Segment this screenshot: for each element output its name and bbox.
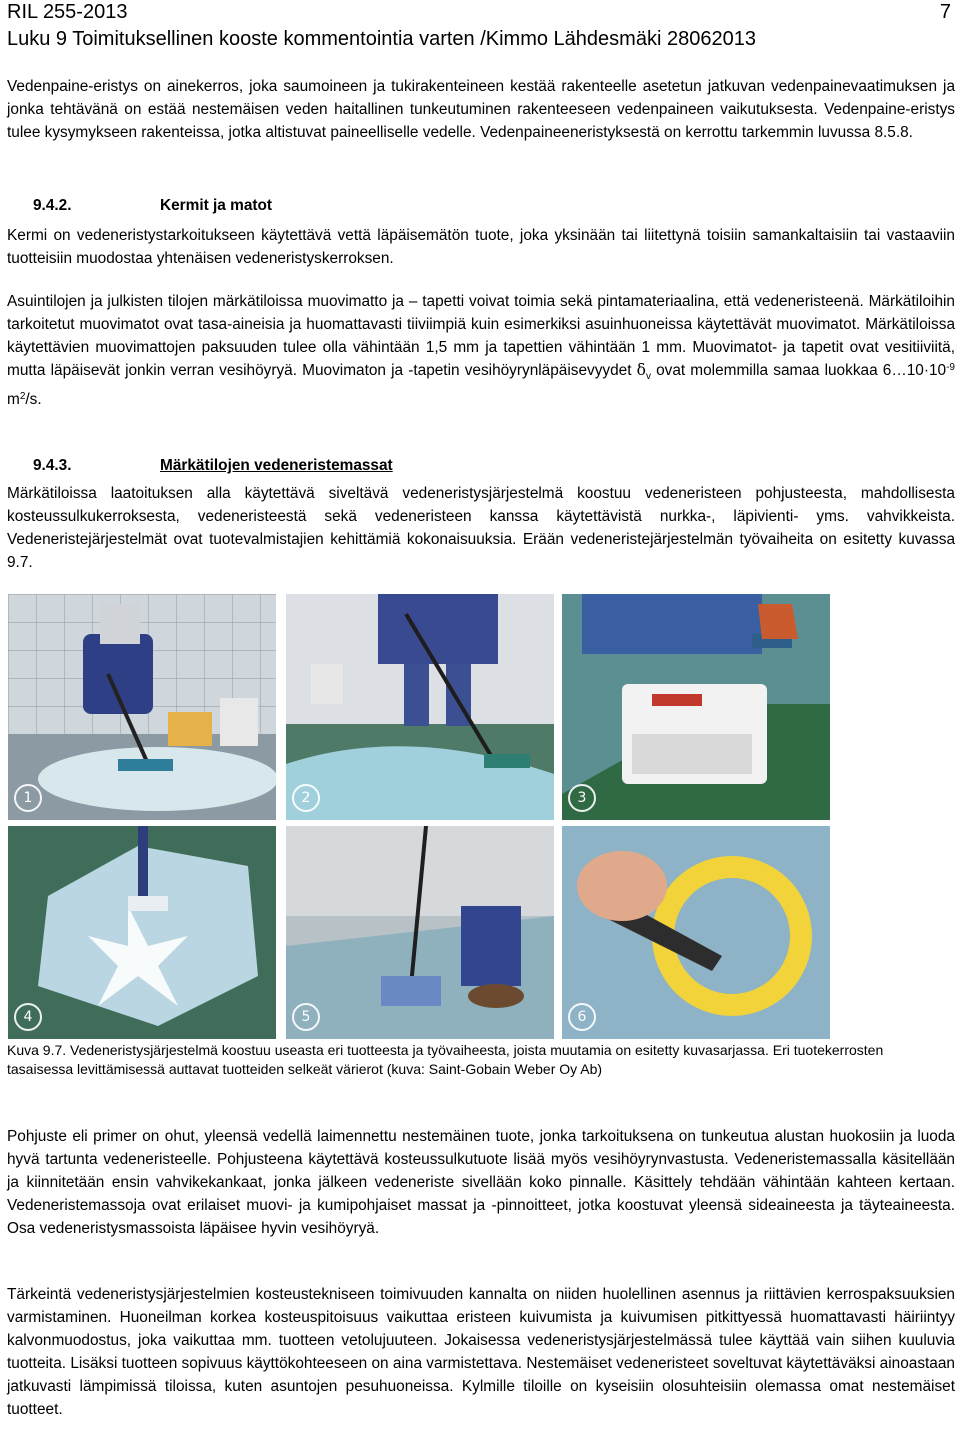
- chapter-subtitle: Luku 9 Toimituksellinen kooste kommentointia varten /Kimmo Lähdesmäki 28062013: [7, 28, 756, 50]
- section-title: Kermit ja matot: [160, 197, 273, 214]
- unit-text: m: [7, 391, 20, 409]
- document-id: RIL 255-2013: [7, 1, 128, 23]
- photo-1: [8, 594, 276, 820]
- unit-end: /s.: [25, 391, 42, 409]
- exponent-1: -9: [946, 362, 955, 373]
- photo-label: 1: [14, 784, 42, 812]
- primer-paragraph: Pohjuste eli primer on ohut, yleensä vedellä laimennettu nestemäinen tuote, jonka tarkoituksena on tunkeutua alustan huokosiin ja luoda hyvä tartunta vedeneristeelle. Pohjusteena käytettävä kosteussulkutuote lisää myös vesihöyrynvastusta. Vedeneristemassalla käsitellään ja kiinnitetään ensin vahvikekankaat, jonka jälkeen vedeneriste sivellään koko pinnalle. Käsittely tehdään vähintään kahteen kertaan. Vedeneristemassoja ovat erilaiset muovi- ja kumipohjaiset massat ja -pinnoitteet, jotka koostuvat yleensä sideaineesta ja täyteaineesta. Osa vedeneristysmassoista läpäisee hyvin vesihöyryä.: [7, 1128, 955, 1237]
- photo-label: 5: [292, 1003, 320, 1031]
- matot-paragraph: [7, 290, 955, 411]
- intro-paragraph: Vedenpaine-eristys on ainekerros, joka saumoineen ja tukirakenteineen kestää rakenteelle asetetun jatkuvan vedenpainevaatimuksen ja jonka tehtävänä on estää nestemäisen veden haitallinen tunkeutuminen rakenteeseen vedenpaineen vaikutuksesta. Vedenpaine-eristys tulee kysymykseen rakenteissa, jotka altistuvat paineelliselle vedelle. Vedenpaineeneristyksestä on kerrottu tarkemmin luvussa 8.5.8.: [7, 78, 955, 141]
- section-number: 9.4.3.: [33, 457, 72, 474]
- photo-6: [562, 826, 830, 1039]
- photo-label: 2: [292, 784, 320, 812]
- massat-paragraph: Märkätiloissa laatoituksen alla käytettävä siveltävä vedeneristysjärjestelmä koostuu vedeneristeen pohjusteesta, mahdollisesta kosteussulkukerroksesta, vedeneristeestä sekä vedeneristeen kanssa käytettävistä nurkka-, läpivienti- yms. vahvikkeista. Vedeneristejärjestelmät ovat tuotevalmistajien kehittämiä kokonaisuuksia. Erään vedeneristejärjestelmän työvaiheita on esitetty kuvassa 9.7.: [7, 485, 955, 571]
- section-heading-943: [33, 454, 393, 477]
- section-heading-942: [33, 194, 273, 217]
- photo-floor-primer-roller-icon: [8, 594, 276, 820]
- photo-label: 6: [568, 1003, 596, 1031]
- delta-subscript: v: [645, 371, 651, 383]
- exponent-2: 2: [19, 391, 26, 403]
- figure-photo-grid: [8, 594, 830, 1039]
- matot-text: Asuintilojen ja julkisten tilojen märkätiloissa muovimatto ja – tapetti voivat toimia sekä pintamateriaalina, että vedeneristeenä. Märkätiloihin tarkoitetut muovimatot ovat tasa-aineisia ja huomattavasti tiiviimpiä kuin esimerkiksi asuinhuoneissa käytettävät muovimatot. Märkätiloissa käytettävien muovimattojen paksuuden tulee olla vähintään 1,5 mm ja tapettien vähintään 1 mm. Muovimatot- ja tapetit ovat vesitiiviitä, mutta läpäisevät jonkin verran vesihöyryä. Muovimaton ja -tapetin vesihöyrynläpäisevyydet: [7, 293, 955, 379]
- photo-thickness-gauge-icon: [562, 826, 830, 1039]
- figure-caption: Kuva 9.7. Vedeneristysjärjestelmä koostuu useasta eri tuotteesta ja työvaiheesta, joista muutamia on esitetty kuvasarjassa. Eri tuotekerrosten tasaisessa levittämisessä auttavat tuotteiden selkeät värierot (kuva: Saint-Gobain Weber Oy Ab): [7, 1042, 884, 1077]
- kermi-paragraph: Kermi on vedeneristystarkoitukseen käytettävä vettä läpäisemätön tuote, joka yksinään tai liitettynä toisiin samankaltaisiin tai vastaaviin tuotteisiin muodostaa yhtenäisen vedeneristyskerroksen.: [7, 227, 955, 267]
- photo-label: 3: [568, 784, 596, 812]
- photo-membrane-spread-icon: [8, 826, 276, 1039]
- photo-brush-and-bucket-icon: [562, 594, 830, 820]
- delta-symbol: δ: [636, 361, 646, 379]
- photo-4: [8, 826, 276, 1039]
- section-title: Märkätilojen vedeneristemassat: [160, 457, 393, 474]
- photo-roller-membrane-icon: [286, 826, 554, 1039]
- photo-label: 4: [14, 1003, 42, 1031]
- page-number: 7: [939, 1, 951, 23]
- installation-paragraph: Tärkeintä vedeneristysjärjestelmien kosteustekniseen toimivuuden kannalta on niiden huolellinen asennus ja riittävien kerrospaksuuksien varmistaminen. Huoneilman korkea kosteuspitoisuus vaikuttaa eristeen kuivumista ja kuivumisen pitkittyessä huomattavasti häiriintyy kalvonmuodostus, joka vaikuttaa mm. tuotteen vetolujuuteen. Jokaisessa vedeneristysjärjestelmässä tulee käyttää vain siihen kuuluvia tuotteita. Lisäksi tuotteen sopivuus käyttökohteeseen on aina varmistettava. Nestemäiset vedeneristeet soveltuvat käytettäväksi ainoastaan jatkuvasti lämpimissä tiloissa, kuten asuntojen pesuhuoneissa. Kylmille tiloille on kyseisiin olosuhteisiin olemassa omat nestemäiset tuotteet.: [7, 1286, 955, 1418]
- photo-2: [286, 594, 554, 820]
- photo-floor-priming-roller-icon: [286, 594, 554, 820]
- photo-5: [286, 826, 554, 1039]
- section-number: 9.4.2.: [33, 197, 72, 214]
- matot-text-mid: ovat molemmilla samaa luokkaa 6…10·10: [650, 362, 947, 379]
- photo-3: [562, 594, 830, 820]
